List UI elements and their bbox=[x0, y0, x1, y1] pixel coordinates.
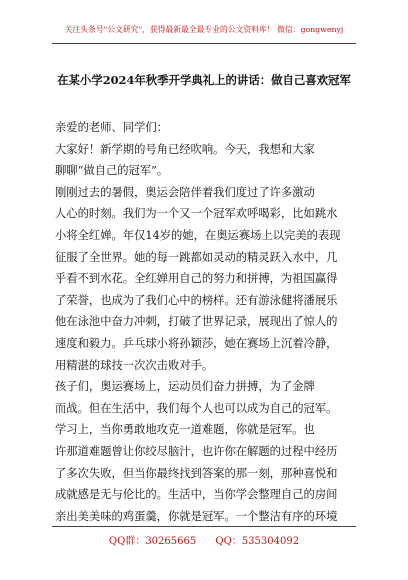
text-line: 乎看不到水花。全红婵用自己的努力和拼搏，为祖国赢得 bbox=[55, 272, 338, 286]
text-line: 而战。但在生活中，我们每个人也可以成为自己的冠军。 bbox=[55, 401, 338, 415]
header-divider bbox=[52, 43, 356, 44]
text-line: 亲爱的老师、同学们： bbox=[55, 121, 168, 134]
paragraph-champion bbox=[55, 376, 355, 419]
paragraph-study bbox=[55, 419, 355, 527]
text-line: 了多次失败，但当你最终找到答案的那一刻，那种喜悦和 bbox=[55, 466, 338, 480]
text-line: 成就感是无与伦比的。生活中，当你学会整理自己的房间 bbox=[55, 488, 338, 502]
salutation bbox=[55, 117, 355, 139]
text-line: 了荣誉，也成为了我们心中的榜样。还有游泳健将潘展乐 bbox=[55, 293, 338, 307]
text-line: 聊聊“做自己的冠军”。 bbox=[55, 164, 169, 178]
text-line: 许那道难题曾让你绞尽脑汁，也许你在解题的过程中经历 bbox=[55, 444, 338, 458]
footer-qq: QQ：535304092 bbox=[215, 536, 300, 547]
header-notice: 关注头条号"公文研究"，获得最新最全最专业的公文资料库！ 微信：gongwenyj bbox=[64, 25, 344, 34]
document-title: 在某小学2024年秋季开学典礼上的讲话：做自己喜欢冠军 bbox=[57, 73, 351, 87]
footer bbox=[0, 532, 408, 547]
text-line: 人心的时刻。我们为一个又一个冠军欢呼喝彩，比如跳水 bbox=[55, 207, 338, 221]
footer-divider bbox=[52, 526, 356, 527]
text-line: 征服了全世界。她的每一跳都如灵动的精灵跃入水中，几 bbox=[55, 250, 338, 264]
document-body bbox=[55, 117, 355, 527]
footer-qq-group: QQ群：30265665 bbox=[108, 536, 197, 547]
text-line: 用精湛的球技一次次击败对手。 bbox=[55, 358, 214, 372]
text-line: 刚刚过去的暑假，奥运会陪伴着我们度过了许多激动 bbox=[55, 185, 315, 199]
text-line: 速度和毅力。乒乓球小将孙颖莎，她在赛场上沉着冷静， bbox=[55, 336, 338, 350]
text-line: 亲出美美味的鸡蛋羹，你就是冠军。一个整洁有序的环境 bbox=[55, 509, 338, 523]
text-line: 他在泳池中奋力冲刺，打破了世界记录，展现出了惊人的 bbox=[55, 315, 338, 329]
text-line: 小将全红婵。年仅14岁的她，在奥运赛场上以完美的表现 bbox=[55, 228, 341, 242]
text-line: 学习上，当你勇敢地攻克一道难题，你就是冠军。也 bbox=[55, 423, 315, 437]
paragraph-greeting bbox=[55, 139, 355, 182]
text-line: 孩子们，奥运赛场上，运动员们奋力拼搏，为了金牌 bbox=[55, 380, 315, 394]
paragraph-olympics bbox=[55, 182, 355, 376]
text-line: 大家好！新学期的号角已经吹响。今天，我想和大家 bbox=[55, 142, 315, 156]
